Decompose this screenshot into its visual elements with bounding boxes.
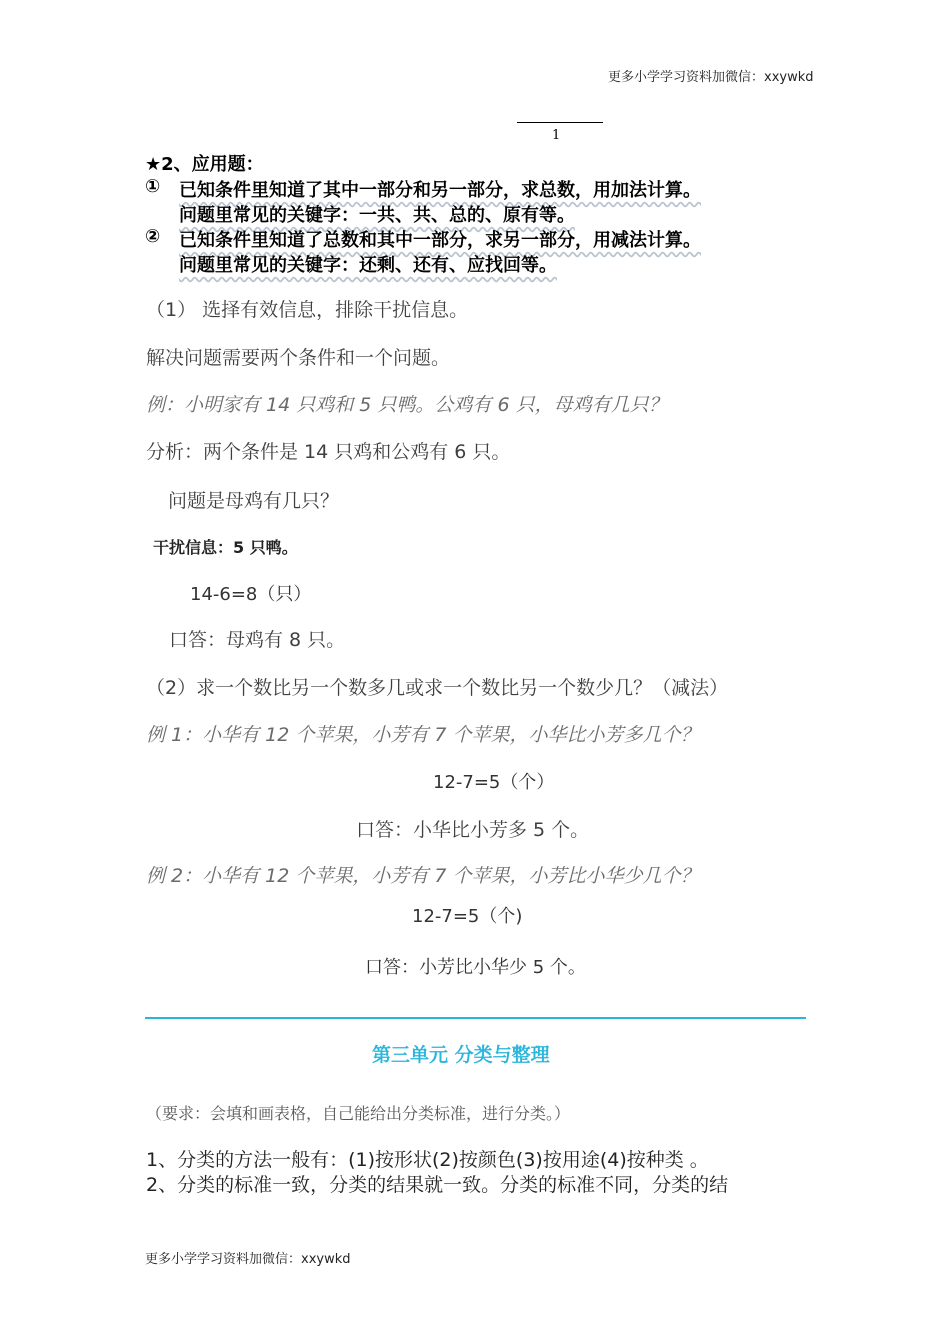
part2-example-1: 例 1：小华有 12 个苹果，小芳有 7 个苹果，小华比小芳多几个？: [146, 724, 700, 746]
rule-2-line2: 问题里常见的关键字：还剩、还有、应找回等。: [179, 255, 557, 276]
rule-1-line2: 问题里常见的关键字：一共、共、总的、原有等。: [179, 205, 575, 226]
unit-3-item-2: 2、分类的标准一致，分类的结果就一致。分类的标准不同，分类的结: [146, 1174, 729, 1196]
rule-1-mark: ①: [145, 176, 161, 197]
part1-answer: 口答：母鸡有 8 只。: [169, 629, 346, 651]
section-divider: [145, 1017, 806, 1019]
part1-example: 例：小明家有 14 只鸡和 5 只鸭。公鸡有 6 只，母鸡有几只？: [146, 394, 668, 416]
rule-2-mark: ②: [145, 226, 161, 247]
part1-intro: 解决问题需要两个条件和一个问题。: [146, 347, 451, 369]
part2-example-1-answer: 口答：小华比小芳多 5 个。: [356, 819, 590, 841]
part2-heading: （2）求一个数比另一个数多几或求一个数比另一个数少几？（减法）: [146, 677, 729, 699]
unit-3-requirement: （要求：会填和画表格，自己能给出分类标准，进行分类。）: [146, 1104, 571, 1123]
part2-example-2-answer: 口答：小芳比小华少 5 个。: [365, 957, 586, 978]
rule-1-line1: 已知条件里知道了其中一部分和另一部分，求总数，用加法计算。: [179, 180, 701, 201]
footnote-number: 1: [552, 128, 561, 143]
footnote-separator: [517, 122, 603, 123]
part1-question: 问题是母鸡有几只？: [168, 490, 340, 512]
part1-distractor: 干扰信息：5 只鸭。: [153, 538, 298, 557]
unit-3-item-1: 1、分类的方法一般有：(1)按形状(2)按颜色(3)按用途(4)按种类 。: [146, 1149, 709, 1171]
rule-2-line1: 已知条件里知道了总数和其中一部分，求另一部分，用减法计算。: [179, 230, 701, 251]
part1-analysis: 分析：两个条件是 14 只鸡和公鸡有 6 只。: [146, 441, 511, 463]
section-title: ★2、应用题：: [145, 154, 264, 175]
part2-example-2: 例 2：小华有 12 个苹果，小芳有 7 个苹果，小芳比小华少几个？: [146, 865, 700, 887]
part2-example-2-equation: 12-7=5（个): [412, 906, 523, 927]
part1-heading: （1） 选择有效信息，排除干扰信息。: [146, 299, 469, 321]
unit-3-title: 第三单元 分类与整理: [372, 1044, 550, 1066]
part2-example-1-equation: 12-7=5（个）: [433, 772, 555, 793]
part1-equation: 14-6=8（只）: [190, 584, 312, 605]
page-footer-contact: 更多小学学习资料加微信：xxywkd: [145, 1252, 351, 1267]
page-header-contact: 更多小学学习资料加微信：xxywkd: [608, 70, 814, 85]
